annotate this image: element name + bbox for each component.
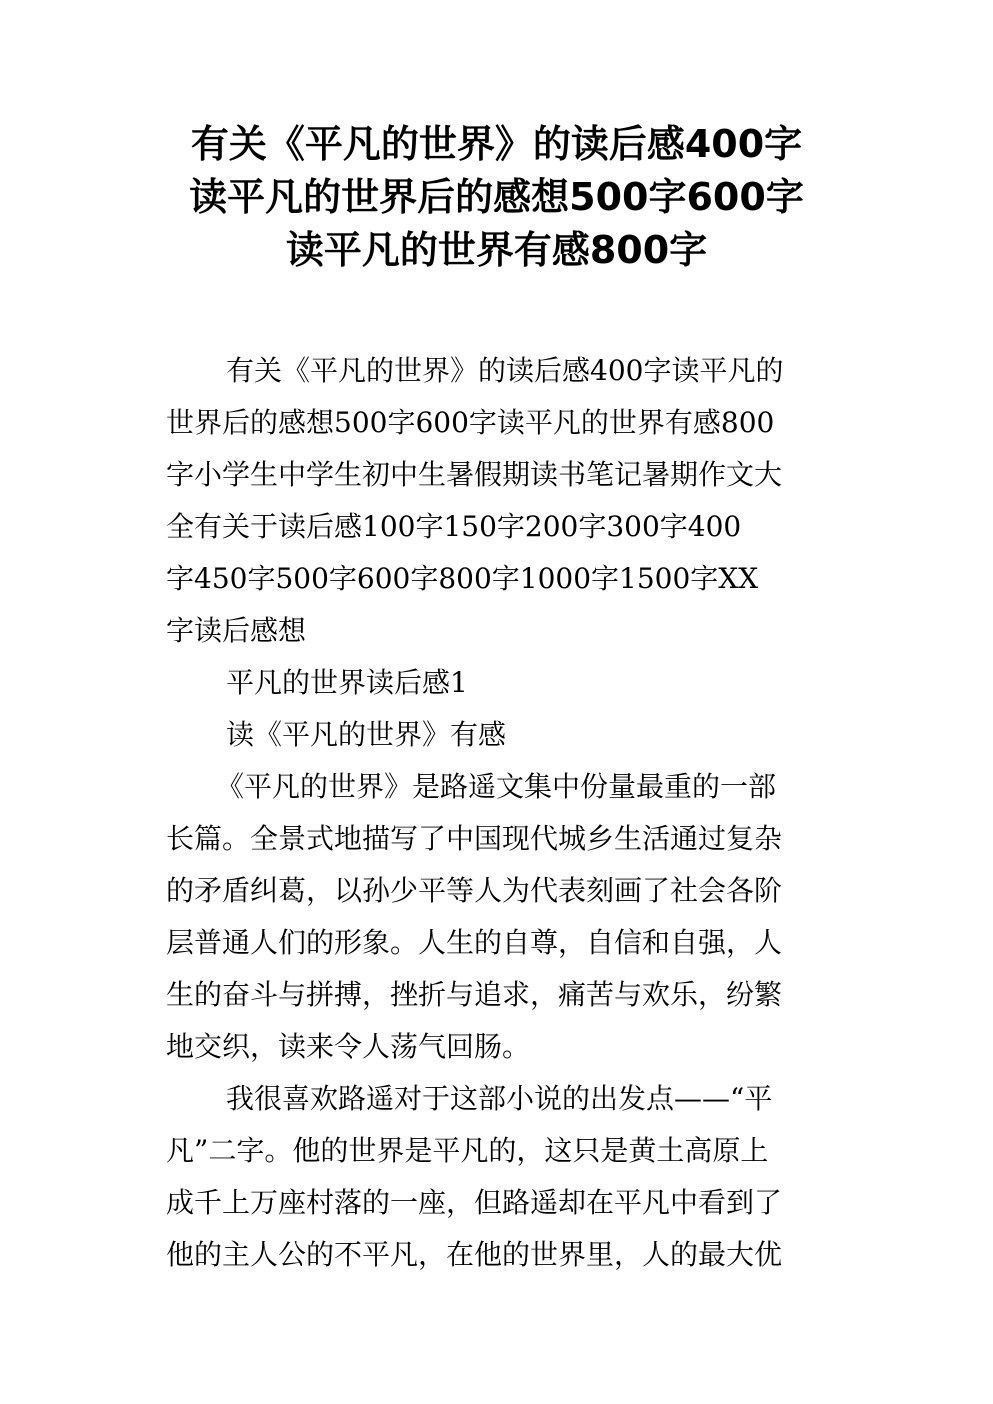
title-line-3: 读平凡的世界有感800字 — [285, 228, 708, 272]
para1-line-6: 地交织，读来令人荡气回肠。 — [166, 1030, 531, 1063]
para1-line-5: 生的奋斗与拼搏，挫折与追求，痛苦与欢乐，纷繁 — [166, 978, 783, 1011]
para2-line-4: 他的主人公的不平凡，在他的世界里，人的最大优 — [166, 1238, 783, 1271]
essay-title-text: 读《平凡的世界》有感 — [226, 718, 507, 751]
section-heading-text: 平凡的世界读后感1 — [226, 666, 468, 699]
intro-line-4: 全有关于读后感100字150字200字300字400 — [166, 510, 742, 543]
body-paragraph-2 — [166, 1073, 830, 1281]
para1-line-2: 长篇。全景式地描写了中国现代城乡生活通过复杂 — [166, 822, 783, 855]
document-body — [166, 345, 830, 1281]
para2-line-3: 成千上万座村落的一座，但路遥却在平凡中看到了 — [166, 1186, 783, 1219]
para1-line-4: 层普通人们的形象。人生的自尊，自信和自强，人 — [166, 926, 783, 959]
intro-line-5: 字450字500字600字800字1000字1500字XX — [166, 562, 759, 595]
para1-line-1: 《平凡的世界》是路遥文集中份量最重的一部 — [216, 770, 777, 803]
body-paragraph-1 — [166, 761, 830, 1073]
title-line-2: 读平凡的世界后的感想500字600字 — [189, 175, 804, 219]
intro-line-3: 字小学生中学生初中生暑假期读书笔记暑期作文大 — [166, 458, 783, 491]
para1-line-3: 的矛盾纠葛，以孙少平等人为代表刻画了社会各阶 — [166, 874, 783, 907]
document-title — [110, 118, 883, 277]
para2-line-1: 我很喜欢路遥对于这部小说的出发点——“平 — [226, 1082, 773, 1115]
intro-paragraph — [166, 345, 830, 657]
para2-line-2: 凡”二字。他的世界是平凡的，这只是黄土高原上 — [166, 1134, 769, 1167]
intro-line-6: 字读后感想 — [166, 614, 307, 647]
title-line-1: 有关《平凡的世界》的读后感400字 — [190, 122, 803, 166]
section-heading — [166, 657, 830, 709]
essay-title — [166, 709, 830, 761]
intro-line-2: 世界后的感想500字600字读平凡的世界有感800 — [166, 406, 775, 439]
intro-line-1: 有关《平凡的世界》的读后感400字读平凡的 — [226, 354, 784, 387]
